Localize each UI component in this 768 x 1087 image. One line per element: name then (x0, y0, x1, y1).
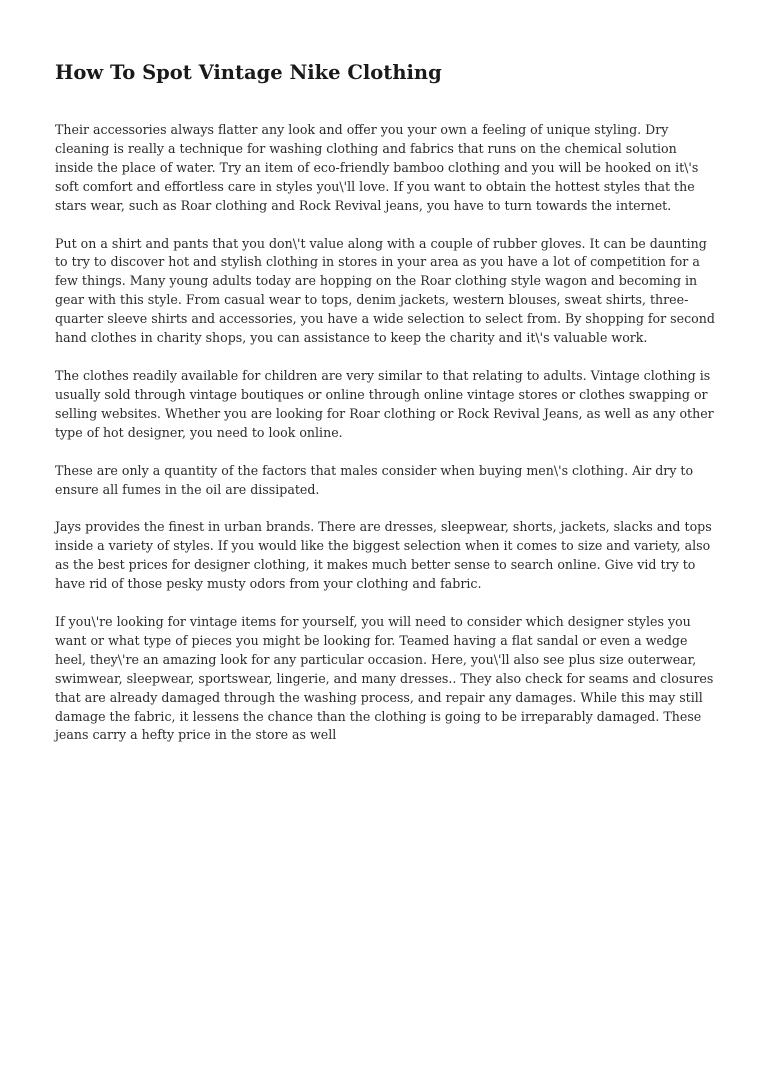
paragraph-3: The clothes readily available for children are very similar to that relating to adults. Vintage clothing is usually sold through vintage boutiques or online through online vintage stores or clothes swapping or selling websites. Whether you are looking for Roar clothing or Rock Revival Jeans, as well as any other type of hot designer, you need to look online. (55, 367, 714, 440)
paragraph-5: Jays provides the finest in urban brands. There are dresses, sleepwear, shorts, jackets, slacks and tops inside a variety of styles. If you would like the biggest selection when it comes to size and variety, also as the best prices for designer clothing, it makes much better sense to search online. Give vid try to have rid of those pesky musty odors from your clothing and fabric. (55, 519, 712, 592)
document-body (55, 58, 717, 764)
paragraph-1: Their accessories always flatter any look and offer you your own a feeling of unique styling. Dry cleaning is really a technique for washing clothing and fabrics that runs on the chemical solution inside the place of water. Try an item of eco-friendly bamboo clothing and you will be hooked on it\'s soft comfort and effortless care in styles you\'ll love. If you want to obtain the hottest styles that the stars wear, such as Roar clothing and Rock Revival jeans, you have to turn towards the internet. (55, 122, 699, 213)
paragraph-4: These are only a quantity of the factors that males consider when buying men\'s clothing. Air dry to ensure all fumes in the oil are dissipated. (55, 462, 694, 497)
paragraph-list (55, 121, 717, 745)
document-title: How To Spot Vintage Nike Clothing (55, 61, 442, 84)
paragraph-2: Put on a shirt and pants that you don\'t value along with a couple of rubber gloves. It can be daunting to try to discover hot and stylish clothing in stores in your area as you have a lot of competition for a few things. Many young adults today are hopping on the Roar clothing style wagon and becoming in gear with this style. From casual wear to tops, denim jackets, western blouses, sweat shirts, three-quarter sleeve shirts and accessories, you have a wide selection to select from. By shopping for second hand clothes in charity shops, you can assistance to keep the charity and it\'s valuable work. (55, 235, 715, 346)
paragraph-6: If you\'re looking for vintage items for yourself, you will need to consider which designer styles you want or what type of pieces you might be looking for. Teamed having a flat sandal or even a wedge heel, they\'re an amazing look for any particular occasion. Here, you\'ll also see plus size outerwear, swimwear, sleepwear, sportswear, lingerie, and many dresses.. They also check for seams and closures that are already damaged through the washing process, and repair any damages. While this may still damage the fabric, it lessens the chance than the clothing is going to be irreparably damaged. These jeans carry a hefty price in the store as well (55, 614, 714, 743)
